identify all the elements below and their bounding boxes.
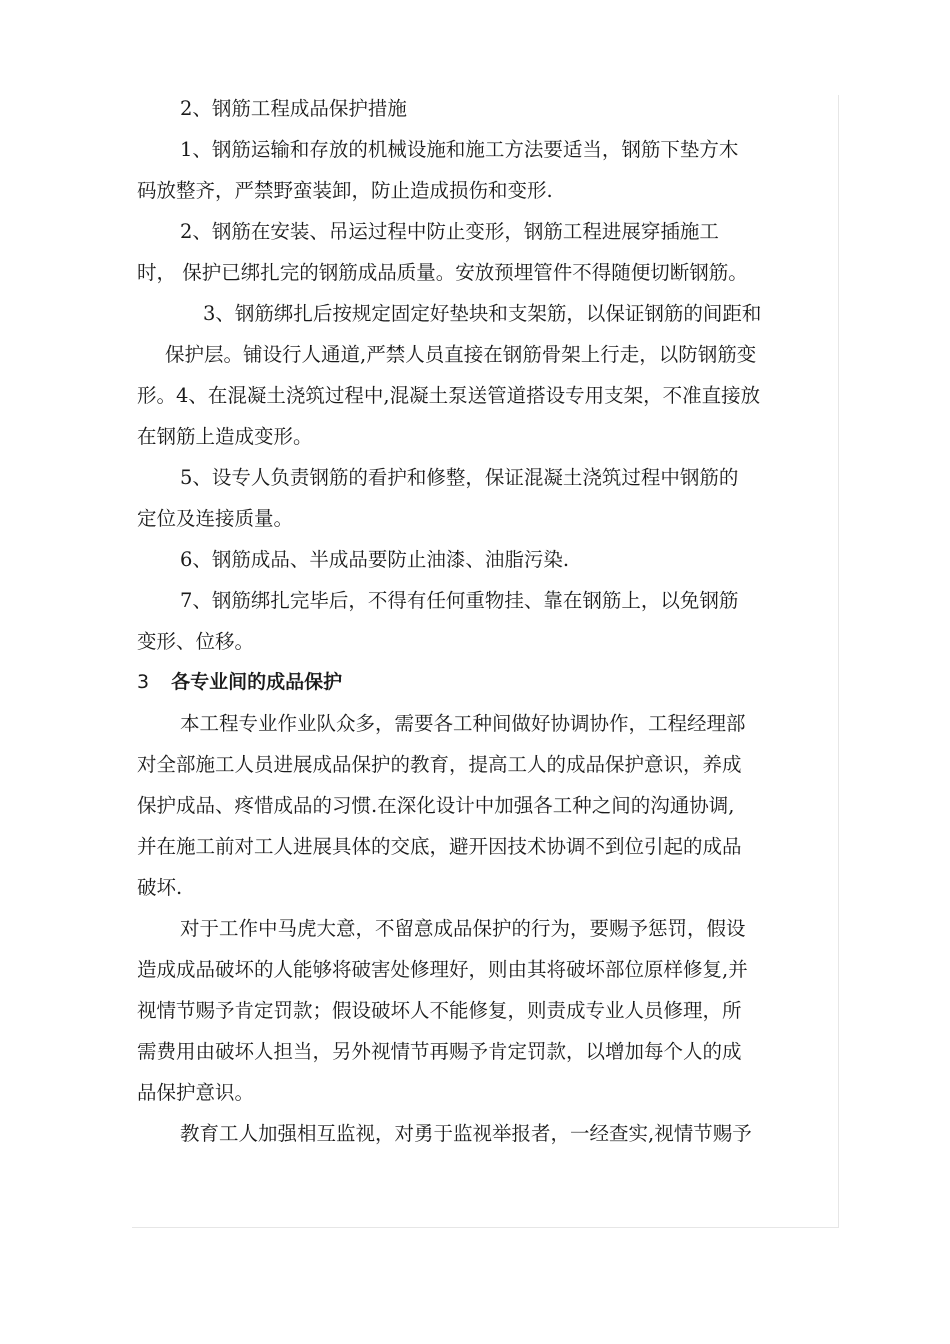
- item-3-line-4: 在钢筋上造成变形。: [137, 425, 313, 448]
- section-3-heading: [137, 662, 837, 703]
- para-3-line-1: 教育工人加强相互监视，对勇于监视举报者，一经查实,视情节赐予: [180, 1122, 752, 1145]
- para-2-line-4: 需费用由破坏人担当，另外视情节再赐予肯定罚款，以增加每个人的成: [137, 1040, 742, 1063]
- para-1-line-3: 保护成品、疼惜成品的习惯.在深化设计中加强各工种之间的沟通协调,: [137, 794, 735, 817]
- page-border-bottom: [132, 1227, 839, 1228]
- item-3-line-3: 形。4、在混凝土浇筑过程中,混凝土泵送管道搭设专用支架，不准直接放: [137, 384, 761, 407]
- item-5-line-2: 定位及连接质量。: [137, 507, 294, 530]
- document-body: [137, 88, 837, 1154]
- page-border-right: [838, 95, 839, 1228]
- para-1-line-2: 对全部施工人员进展成品保护的教育，提高工人的成品保护意识，养成: [137, 753, 742, 776]
- section-3-title: 各专业间的成品保护: [171, 671, 343, 693]
- section-3-number: 3: [137, 671, 150, 693]
- para-2-line-1: 对于工作中马虎大意，不留意成品保护的行为，要赐予惩罚，假设: [180, 917, 746, 940]
- item-3-line-2: 保护层。铺设行人通道,严禁人员直接在钢筋骨架上行走，以防钢筋变: [165, 343, 757, 366]
- para-1-line-4: 并在施工前对工人进展具体的交底，避开因技术协调不到位引起的成品: [137, 835, 742, 858]
- para-2-line-5: 品保护意识。: [137, 1081, 255, 1104]
- item-5-line-1: 5、设专人负责钢筋的看护和修整，保证混凝土浇筑过程中钢筋的: [180, 466, 739, 489]
- para-2-line-2: 造成成品破坏的人能够将破害处修理好，则由其将破坏部位原样修复,并: [137, 958, 748, 981]
- item-1-line-2: 码放整齐，严禁野蛮装卸，防止造成损伤和变形.: [137, 179, 553, 202]
- item-6-line-1: 6、钢筋成品、半成品要防止油漆、油脂污染.: [180, 548, 570, 571]
- item-3-line-1: 3、钢筋绑扎后按规定固定好垫块和支架筋，以保证钢筋的间距和: [203, 302, 762, 325]
- item-7-line-2: 变形、位移。: [137, 630, 255, 653]
- para-2-line-3: 视情节赐予肯定罚款；假设破坏人不能修复，则责成专业人员修理，所: [137, 999, 742, 1022]
- item-2-line-1: 2、钢筋在安装、吊运过程中防止变形，钢筋工程进展穿插施工: [180, 220, 719, 243]
- para-1-line-1: 本工程专业作业队众多，需要各工种间做好协调协作，工程经理部: [180, 712, 746, 735]
- item-7-line-1: 7、钢筋绑扎完毕后，不得有任何重物挂、靠在钢筋上，以免钢筋: [180, 589, 739, 612]
- item-2-line-2: 时， 保护已绑扎完的钢筋成品质量。安放预埋管件不得随便切断钢筋。: [137, 261, 748, 284]
- item-1-line-1: 1、钢筋运输和存放的机械设施和施工方法要适当，钢筋下垫方木: [180, 138, 739, 161]
- para-1-line-5: 破坏.: [137, 876, 183, 899]
- section-2-title: 2、钢筋工程成品保护措施: [180, 97, 407, 120]
